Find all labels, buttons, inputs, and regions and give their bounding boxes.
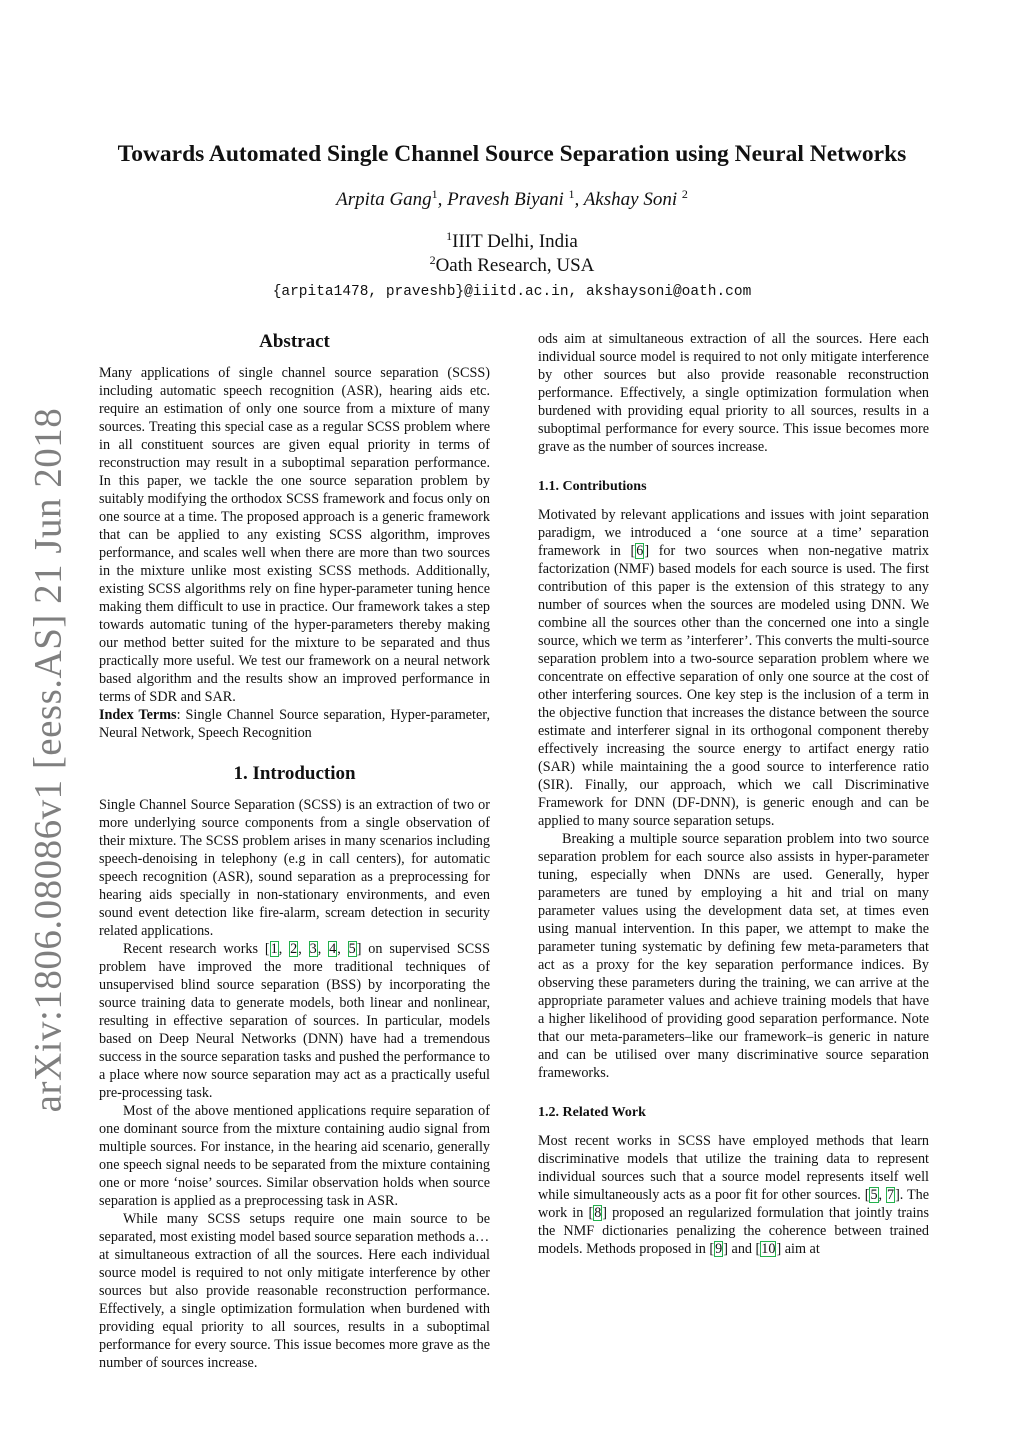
author-name: Akshay Soni <box>583 189 682 210</box>
affiliation-line <box>60 254 964 278</box>
citation-link[interactable]: 1 <box>270 941 278 957</box>
affiliation-line <box>60 230 964 254</box>
affiliation-number: 2 <box>429 253 436 267</box>
paragraph-text: , <box>878 1187 886 1203</box>
index-terms-label: Index Terms <box>99 707 177 723</box>
abstract-body: Many applications of single channel source separation (SCSS) including automatic speech recognition (ASR), hearing aids etc. require an estimation of only one source from a mixture of many sources. Treating this special case as a regular SCSS problem where in all constituent sources are given equal priority in terms of reconstruction may result in a suboptimal separation performance. In this paper, we tackle the one source separation problem by suitably modifying the orthodox SCSS framework and focus only on one source at a time. The proposed approach is a generic framework that can be applied to any existing SCSS algorithm, improves performance, and scales well when there are more than two sources in the mixture unlike most existing SCSS methods. Additionally, existing SCSS algorithms rely on fine hyper-parameter tuning hence making them difficult to use in practice. Our framework takes a step towards automatic tuning of the hyper-parameters thereby making our method better suited for the mixture to be separated and thus practically more useful. We test our framework on a neural network based algorithm and the results show an improved performance in terms of SDR and SAR. <box>99 365 490 705</box>
citation-link[interactable]: 2 <box>290 941 298 957</box>
contributions-paragraph-1 <box>538 506 929 830</box>
citation-link[interactable]: 5 <box>348 941 356 957</box>
affiliation-text: IIIT Delhi, India <box>452 231 578 252</box>
related-work-paragraph <box>538 1132 929 1258</box>
related-work-heading: 1.2. Related Work <box>538 1105 646 1120</box>
intro-paragraph-3: Most of the above mentioned applications require separation of one dominant source from the mixture containing audio signal from multiple sources. For instance, in the hearing aid scenario, generally one speech signal needs to be separated from the mixture containing one or more ‘noise’ sources. Similar observation holds when source separation is applied as a preprocessing task in ASR. <box>99 1103 490 1209</box>
arxiv-identifier-sidebar <box>18 407 78 1113</box>
author-affiliation-mark: 1 <box>568 187 575 201</box>
arxiv-id-text: arXiv:1806.08086v1 [eess.AS] 21 Jun 2018 <box>26 407 70 1113</box>
index-terms <box>99 706 490 742</box>
paragraph-text: Recent research works [ <box>123 941 270 957</box>
paper-title: Towards Automated Single Channel Source Separation using Neural Networks <box>117 141 907 167</box>
citation-link[interactable]: 10 <box>761 1241 776 1257</box>
author-name: Arpita Gang <box>336 189 432 210</box>
author-separator: , <box>437 189 448 210</box>
contributions-heading: 1.1. Contributions <box>538 479 647 494</box>
paragraph-text: ] and [ <box>723 1241 761 1257</box>
intro-paragraph-4-start: While many SCSS setups require one main source to be separated, most existing model based source separation methods aim at simultaneous extraction of all the sources. Here each individual source model is required to not only mitigate interference by other sources but also provide reasonable reconstruction performance. Effectively, a single optimization formulation when burdened with providing equal priority to all sources, results in a suboptimal performance for every source. This issue becomes more grave as the number of sources increase. <box>99 1211 490 1371</box>
author-list <box>60 188 964 212</box>
index-terms-text: : Single Channel Source separation, Hyper-parameter, Neural Network, Speech Recognition <box>99 707 491 741</box>
paragraph-text: ]. The work in [ <box>538 1187 930 1221</box>
paragraph-text: ] aim at <box>776 1241 820 1257</box>
paragraph-text: ] on supervised SCSS problem have improved the more traditional techniques of unsupervised blind source separation (BSS) by incorporating the source training data to generate models, both linear and nonlinear, resulting in effective separation of sources. In particular, models based on Deep Neural Networks (DNN) have had a tremendous success in the source separation tasks and pushed the performance to a place where now source separation may act as a practically useful pre-processing task. <box>99 941 491 1101</box>
author-affiliation-mark: 1 <box>431 187 438 201</box>
abstract-heading: Abstract <box>259 331 330 352</box>
affiliations <box>60 230 964 278</box>
paragraph-text: Most recent works in SCSS have employed methods that learn discriminative models that utilize the training data to represent individual sources such that a source model represents itself well while simultaneously acts as a poor fit for other sources. [ <box>538 1133 929 1203</box>
paragraph-text: Motivated by relevant applications and issues with joint separation paradigm, we introduced a ‘one source at a time’ separation framework in [ <box>538 507 929 559</box>
intro-paragraph-1: Single Channel Source Separation (SCSS) is an extraction of two or more underlying source components from a single observation of their mixture. The SCSS problem arises in many scenarios including speech-denoising in telephony (e.g in call centers), for automatic speech recognition (ASR), sound separation as a preprocessing for hearing aids specially in non-stationary environments, and even sound event detection like fire-alarm, scream detection in security related applications. <box>99 797 490 939</box>
affiliation-number: 1 <box>446 229 453 243</box>
author-name: Pravesh Biyani <box>447 189 569 210</box>
citation-link[interactable]: 4 <box>329 941 337 957</box>
left-column <box>99 330 491 1371</box>
paragraph-text: ] for two sources when non-negative matrix factorization (NMF) based models for each source is used. The first contribution of this paper is the extension of this strategy to any number of sources when the sources are modeled using DNN. We combine all the sources other than the concerned one into a single source, which we term as ’interferer’. This converts the multi-source separation problem into a two-source separation problem where we concentrate on effective separation of only one source at the cost of other interfering sources. One key step is the inclusion of a term in the objective function that increases the distance between the source estimate and interferer signal in its orthogonal component thereby effectively increasing the source energy to artifact energy ratio (SAR) while maintaining the a good source to interference ratio (SIR). Finally, our approach, which we call Discriminative Framework for DNN (DF-DNN), is generic enough and can be applied to many source separation setups. <box>538 543 929 829</box>
citation-link[interactable]: 8 <box>594 1205 602 1221</box>
author-emails: {arpita1478, praveshb}@iiitd.ac.in, akshaysoni@oath.com <box>272 284 752 300</box>
intro-paragraph-2: Recent research works [1, 2, 3, 4, 5] on supervised SCSS problem have improved the more traditional techniques of unsupervised blind source separation (BSS) by incorporating the source training data to generate models, both linear and nonlinear, resulting in effective separation of sources. In particular, models based on Deep Neural Networks (DNN) have had a tremendous success in the source separation tasks and pushed the performance to a place where now source separation may act as a practically useful pre-processing task. <box>99 941 491 1101</box>
citation-link[interactable]: 5 <box>870 1187 878 1203</box>
citation-link[interactable]: 7 <box>886 1187 895 1203</box>
paragraph-text: ] proposed an regularized formulation that jointly trains the NMF dictionaries penalizing the coherence between trained models. Methods proposed in [ <box>538 1205 929 1257</box>
contributions-paragraph-2: Breaking a multiple source separation problem into two source separation problem for each source also assists in hyper-parameter tuning, especially when DNNs are used. Generally, hyper parameters are tuned by employing a hit and trial on many parameter values using the development data set, at times even using manual intervention. In this paper, we attempt to make the parameter tuning systematic by defining few meta-parameters that act as a proxy for the key separation performance indices. By observing these parameters during the training, we can arrive at the appropriate parameter values and achieve training models that have a higher likelihood of providing good separation performance. Note that our meta-parameters–like our framework–is generic in nature and can be utilised over many discriminative source separation frameworks. <box>538 831 929 1081</box>
affiliation-text: Oath Research, USA <box>435 255 595 276</box>
intro-paragraph-4-continued: ods aim at simultaneous extraction of all the sources. Here each individual source model is required to not only mitigate interference by other sources but also provide reasonable reconstruction performance. Effectively, a single optimization formulation when burdened with providing equal priority to all sources, results in a suboptimal performance for every source. This issue becomes more grave as the number of sources increase. <box>538 331 929 455</box>
citation-link[interactable]: 9 <box>715 1241 723 1257</box>
author-separator: , <box>574 189 584 210</box>
author-affiliation-mark: 2 <box>681 187 688 201</box>
introduction-heading: 1. Introduction <box>233 763 356 784</box>
right-column <box>538 330 929 1258</box>
citation-link[interactable]: 3 <box>309 941 317 957</box>
citation-link[interactable]: 6 <box>636 543 644 559</box>
